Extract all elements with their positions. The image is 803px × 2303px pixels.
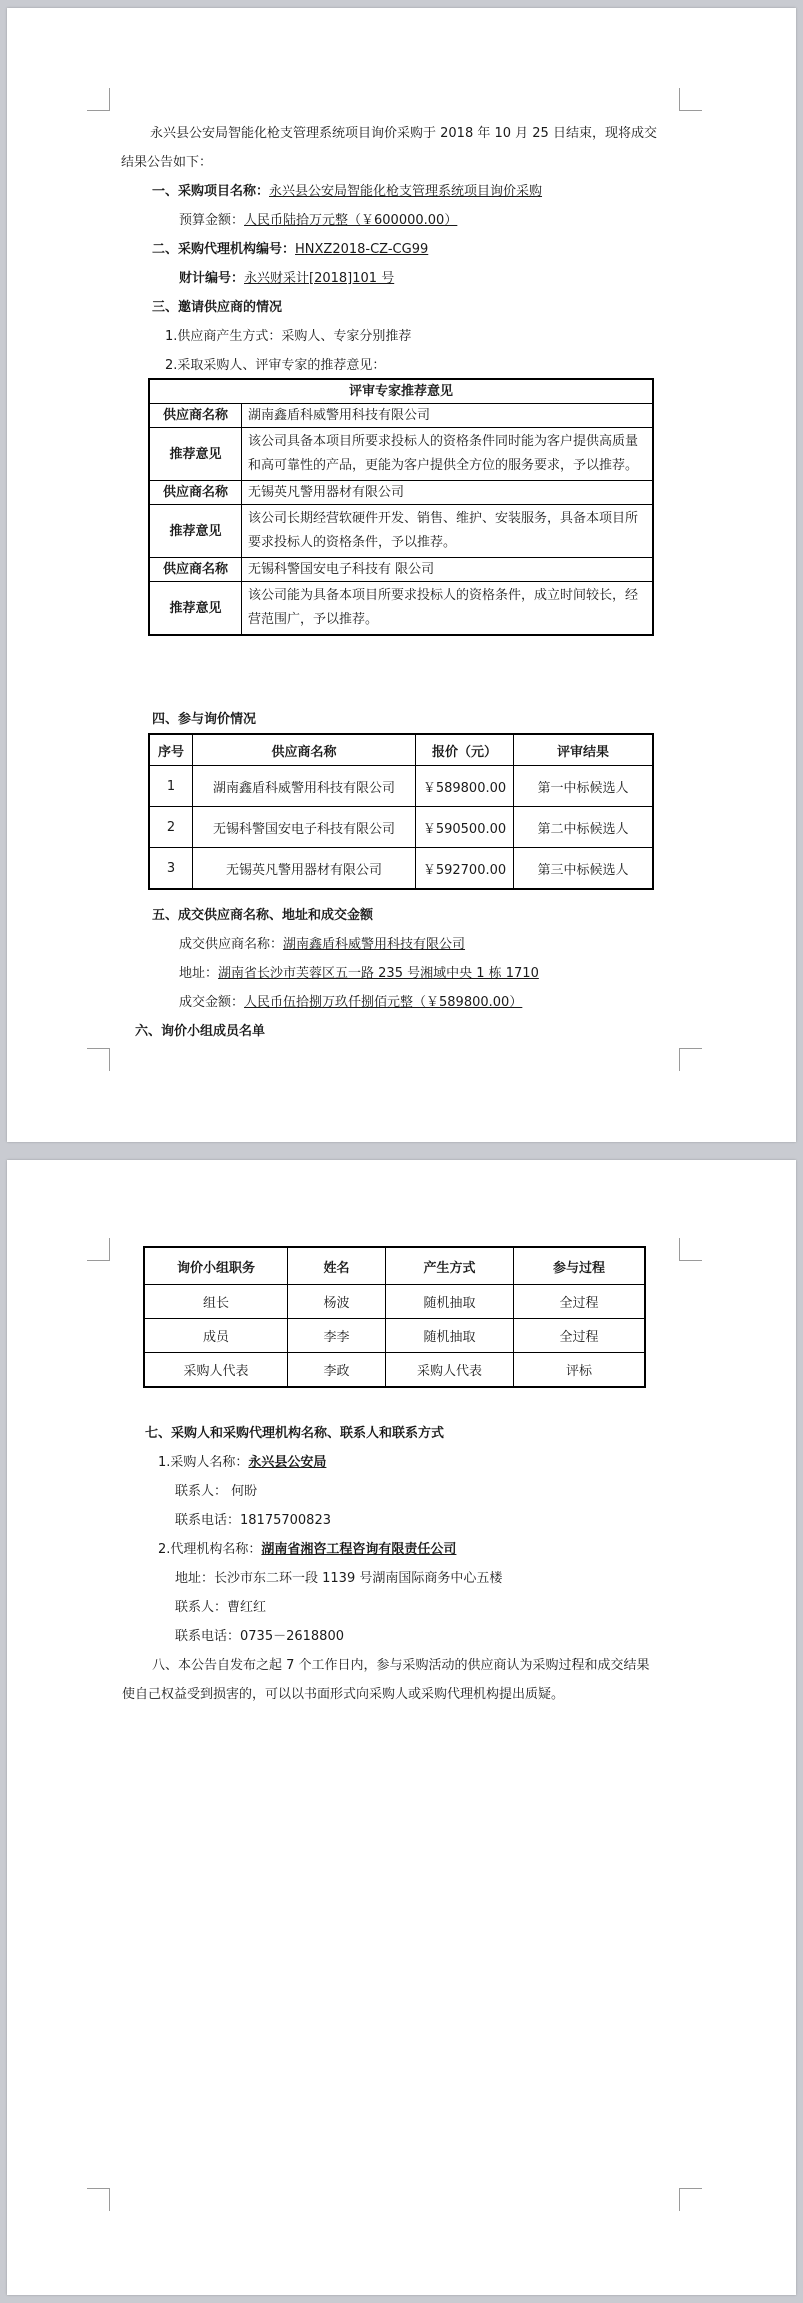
table-cell: 1 <box>149 766 193 807</box>
table-cell: 评标 <box>514 1353 646 1388</box>
table-cell: 组长 <box>144 1285 288 1319</box>
project-name-line <box>152 182 542 201</box>
project-name-label: 一、采购项目名称： <box>152 184 270 199</box>
winner-line <box>179 935 465 954</box>
budget-label: 预算金额： <box>179 213 245 228</box>
table-row <box>144 1285 645 1319</box>
table-row <box>149 766 653 807</box>
quotation-table <box>148 733 654 890</box>
table-cell: 全过程 <box>514 1319 646 1353</box>
supplier-name: 无锡英凡警用器材有限公司 <box>242 481 654 505</box>
table-cell: 无锡英凡警用器材有限公司 <box>193 848 416 890</box>
table-cell: 第二中标候选人 <box>514 807 654 848</box>
address-value: 湖南省长沙市芙蓉区五一路 235 号湘域中央 1 栋 1710 <box>218 966 539 981</box>
agent-label: 2.代理机构名称： <box>158 1542 262 1557</box>
col-header: 供应商名称 <box>193 734 416 766</box>
table-cell: 随机抽取 <box>386 1285 514 1319</box>
col-header: 询价小组职务 <box>144 1247 288 1285</box>
expert-table-title: 评审专家推荐意见 <box>149 379 653 404</box>
supplier-name: 无锡科警国安电子科技有 限公司 <box>242 558 654 582</box>
col-header: 评审结果 <box>514 734 654 766</box>
section-3-heading: 三、邀请供应商的情况 <box>152 300 283 315</box>
table-cell: ￥590500.00 <box>416 807 514 848</box>
table-row <box>144 1353 645 1388</box>
inquiry-group-table <box>143 1246 646 1388</box>
crop-mark <box>87 1048 110 1071</box>
budget-value: 人民币陆拾万元整（￥600000.00） <box>244 213 458 228</box>
agent-line <box>158 1540 456 1559</box>
document-page-1 <box>7 8 796 1142</box>
crop-mark <box>87 2188 110 2211</box>
section-3-item-1: 1.供应商产生方式：采购人、专家分别推荐 <box>165 329 412 344</box>
buyer-line <box>158 1453 326 1472</box>
table-cell: 李李 <box>288 1319 386 1353</box>
crop-mark <box>87 88 110 111</box>
intro-line-1: 永兴县公安局智能化枪支管理系统项目询价采购于 2018 年 10 月 25 日结束，现将成交 <box>150 126 657 141</box>
buyer-value: 永兴县公安局 <box>248 1455 327 1470</box>
buyer-contact: 联系人： 何盼 <box>175 1484 258 1499</box>
table-cell: 李政 <box>288 1353 386 1388</box>
amount-line <box>179 993 522 1012</box>
agent-contact: 联系人：曹红红 <box>175 1600 267 1615</box>
crop-mark <box>679 88 702 111</box>
supplier-label: 供应商名称 <box>149 481 242 505</box>
expert-opinion-table <box>148 378 654 636</box>
col-header: 姓名 <box>288 1247 386 1285</box>
col-header: 产生方式 <box>386 1247 514 1285</box>
address-line <box>179 964 539 983</box>
opinion-text: 该公司具备本项目所要求投标人的资格条件同时能为客户提供高质量和高可靠性的产品，更能为客户提供全方位的服务要求，予以推荐。 <box>242 428 654 481</box>
finance-code-value: 永兴财采计[2018]101 号 <box>244 271 395 286</box>
agency-code-line <box>152 240 428 259</box>
table-cell: 湖南鑫盾科威警用科技有限公司 <box>193 766 416 807</box>
crop-mark <box>679 1048 702 1071</box>
supplier-label: 供应商名称 <box>149 404 242 428</box>
table-cell: 无锡科警国安电子科技有限公司 <box>193 807 416 848</box>
agent-address: 地址：长沙市东二环一段 1139 号湖南国际商务中心五楼 <box>175 1571 503 1586</box>
amount-value: 人民币伍拾捌万玖仟捌佰元整（￥589800.00） <box>244 995 523 1010</box>
crop-mark <box>87 1238 110 1261</box>
winner-label: 成交供应商名称： <box>179 937 284 952</box>
finance-code-label: 财计编号： <box>179 271 245 286</box>
finance-code-line <box>179 269 394 288</box>
agent-value: 湖南省湘咨工程咨询有限责任公司 <box>261 1542 457 1557</box>
address-label: 地址： <box>179 966 219 981</box>
col-header: 参与过程 <box>514 1247 646 1285</box>
opinion-text: 该公司长期经营软硬件开发、销售、维护、安装服务，具备本项目所要求投标人的资格条件，予以推荐。 <box>242 505 654 558</box>
table-row <box>149 807 653 848</box>
crop-mark <box>679 2188 702 2211</box>
table-cell: ￥589800.00 <box>416 766 514 807</box>
table-cell: ￥592700.00 <box>416 848 514 890</box>
agency-code-value: HNXZ2018-CZ-CG99 <box>295 242 429 257</box>
section-8-paragraph: 八、本公告自发布之起 7 个工作日内，参与采购活动的供应商认为采购过程和成交结果使自己权益受到损害的，可以以书面形式向采购人或采购代理机构提出质疑。 <box>122 1658 650 1702</box>
table-cell: 2 <box>149 807 193 848</box>
section-6-heading: 六、询价小组成员名单 <box>135 1024 266 1039</box>
agency-code-label: 二、采购代理机构编号： <box>152 242 296 257</box>
section-4-heading: 四、参与询价情况 <box>152 712 257 727</box>
section-7-heading: 七、采购人和采购代理机构名称、联系人和联系方式 <box>145 1426 445 1441</box>
opinion-label: 推荐意见 <box>149 428 242 481</box>
table-cell: 全过程 <box>514 1285 646 1319</box>
supplier-name: 湖南鑫盾科威警用科技有限公司 <box>242 404 654 428</box>
budget-line <box>179 211 457 230</box>
buyer-phone: 联系电话：18175700823 <box>175 1513 331 1528</box>
table-row <box>144 1319 645 1353</box>
agent-phone: 联系电话：0735－2618800 <box>175 1629 344 1644</box>
amount-label: 成交金额： <box>179 995 245 1010</box>
section-5-heading: 五、成交供应商名称、地址和成交金额 <box>152 908 374 923</box>
section-3-item-2: 2.采取采购人、评审专家的推荐意见： <box>165 358 386 373</box>
table-cell: 第一中标候选人 <box>514 766 654 807</box>
intro-line-2: 结果公告如下： <box>121 155 213 170</box>
table-cell: 3 <box>149 848 193 890</box>
opinion-label: 推荐意见 <box>149 582 242 636</box>
table-cell: 随机抽取 <box>386 1319 514 1353</box>
table-cell: 杨波 <box>288 1285 386 1319</box>
table-cell: 第三中标候选人 <box>514 848 654 890</box>
col-header: 报价（元） <box>416 734 514 766</box>
table-cell: 成员 <box>144 1319 288 1353</box>
table-cell: 采购人代表 <box>386 1353 514 1388</box>
table-cell: 采购人代表 <box>144 1353 288 1388</box>
opinion-label: 推荐意见 <box>149 505 242 558</box>
table-row <box>149 848 653 890</box>
col-header: 序号 <box>149 734 193 766</box>
supplier-label: 供应商名称 <box>149 558 242 582</box>
winner-value: 湖南鑫盾科威警用科技有限公司 <box>283 937 466 952</box>
project-name-value: 永兴县公安局智能化枪支管理系统项目询价采购 <box>269 184 543 199</box>
buyer-label: 1.采购人名称： <box>158 1455 249 1470</box>
opinion-text: 该公司能为具备本项目所要求投标人的资格条件，成立时间较长，经营范围广，予以推荐。 <box>242 582 654 636</box>
crop-mark <box>679 1238 702 1261</box>
